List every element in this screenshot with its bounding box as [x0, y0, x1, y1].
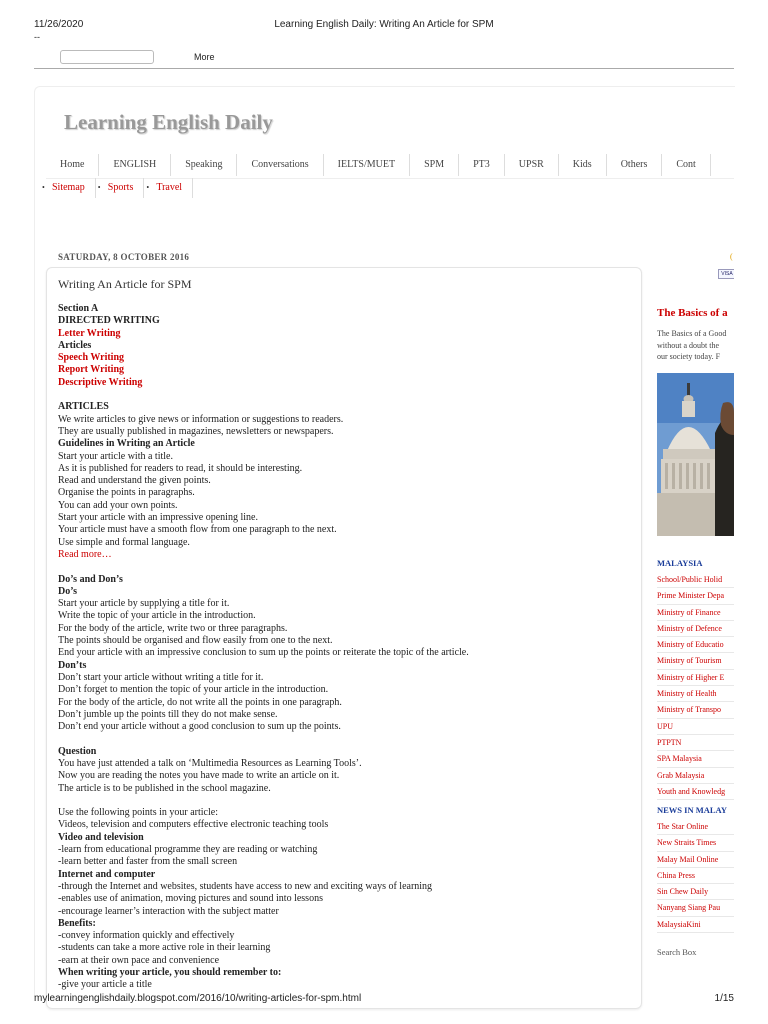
- subtab-sitemap[interactable]: • Sitemap: [40, 178, 96, 198]
- sidebar-news-links: [657, 819, 734, 933]
- sub-tabs: [40, 178, 193, 198]
- sidebar-link[interactable]: Prime Minister Depa: [657, 588, 734, 604]
- print-header: [0, 0, 768, 40]
- paragraph-gap: [58, 389, 628, 401]
- post-text-line: Read and understand the given points.: [58, 475, 211, 487]
- post-text-line: -enables use of animation, moving pictures and sound into lessons: [58, 893, 323, 905]
- post-text-line: Question: [58, 745, 97, 757]
- print-date: 11/26/2020: [34, 19, 84, 30]
- post-text-line: Internet and computer: [58, 868, 156, 880]
- sidebar-malaysia-links: [657, 572, 734, 800]
- post-text-line: Videos, television and computers effective electronic teaching tools: [58, 819, 329, 831]
- post-text-line: Do’s: [58, 585, 78, 597]
- post-text-line: -through the Internet and websites, students have access to new and exciting ways of learning: [58, 880, 433, 892]
- sidebar-link[interactable]: New Straits Times: [657, 835, 734, 851]
- post-text-line: Video and television: [58, 831, 144, 843]
- post-text-line: -give your article a title: [58, 979, 152, 991]
- sidebar-text-line: our society today. F: [657, 352, 721, 361]
- sidebar-feature-text: [657, 328, 734, 363]
- post-text-line: Use the following points in your article:: [58, 807, 218, 819]
- print-dashes: --: [34, 32, 40, 42]
- post-text-line: Do’s and Don’s: [58, 573, 123, 585]
- post-date-header: SATURDAY, 8 OCTOBER 2016: [58, 252, 190, 262]
- subtab-sports[interactable]: • Sports: [96, 178, 145, 198]
- subtab-travel[interactable]: • Travel: [144, 178, 193, 198]
- post-text-line: When writing your article, you should remember to:: [58, 967, 282, 979]
- blogger-navbar: [34, 50, 734, 69]
- sidebar-link[interactable]: Youth and Knowledg: [657, 784, 734, 800]
- sidebar-link[interactable]: Ministry of Transpo: [657, 702, 734, 718]
- sidebar-link[interactable]: PTPTN: [657, 735, 734, 751]
- tab-speaking[interactable]: Speaking: [171, 154, 237, 176]
- main-tabs: [46, 154, 734, 179]
- sidebar-link[interactable]: SPA Malaysia: [657, 751, 734, 767]
- post-text-line: DIRECTED WRITING: [58, 315, 160, 327]
- paragraph-gap: [58, 733, 628, 745]
- sidebar-link[interactable]: Malay Mail Online: [657, 852, 734, 868]
- post-text-line: As it is published for readers to read, it should be interesting.: [58, 462, 303, 474]
- post-link[interactable]: Letter Writing: [58, 327, 121, 339]
- post-text-line: They are usually published in magazines, newsletters or newspapers.: [58, 425, 334, 437]
- post-text-line: The points should be organised and flow easily from one to the next.: [58, 635, 333, 647]
- sidebar-link[interactable]: China Press: [657, 868, 734, 884]
- tab-ielts-muet[interactable]: IELTS/MUET: [324, 154, 410, 176]
- sidebar-link[interactable]: Ministry of Tourism: [657, 653, 734, 669]
- paragraph-gap: [58, 795, 628, 807]
- post-text-line: Now you are reading the notes you have made to write an article on it.: [58, 770, 340, 782]
- post-text-line: Start your article with an impressive opening line.: [58, 512, 258, 524]
- post-text-line: You can add your own points.: [58, 499, 178, 511]
- sidebar-link[interactable]: Ministry of Defence: [657, 621, 734, 637]
- post-text-line: Start your article by supplying a title for it.: [58, 598, 230, 610]
- post-text-line: Guidelines in Writing an Article: [58, 438, 195, 450]
- sidebar-link[interactable]: Ministry of Finance: [657, 605, 734, 621]
- post-text-line: The article is to be published in the school magazine.: [58, 782, 271, 794]
- post-text-line: Don’t forget to mention the topic of your article in the introduction.: [58, 684, 329, 696]
- print-page-number: 1/15: [714, 993, 734, 1004]
- sidebar-link[interactable]: Ministry of Health: [657, 686, 734, 702]
- tab-cont[interactable]: Cont: [662, 154, 710, 176]
- sidebar: [657, 240, 734, 970]
- sidebar-link[interactable]: School/Public Holid: [657, 572, 734, 588]
- visa-badge-icon[interactable]: VISA: [718, 269, 734, 279]
- post-text-line: End your article with an impressive conclusion to sum up the points or reiterate the topic of the article.: [58, 647, 469, 659]
- blog-title[interactable]: Learning English Daily: [64, 110, 273, 134]
- print-url: mylearningenglishdaily.blogspot.com/2016/10/writing-articles-for-spm.html: [34, 993, 362, 1004]
- print-title: Learning English Daily: Writing An Article for SPM: [274, 19, 494, 30]
- post-text-line: We write articles to give news or information or suggestions to readers.: [58, 413, 344, 425]
- sidebar-text-line: The Basics of a Good: [657, 329, 727, 338]
- post-link[interactable]: Read more…: [58, 548, 112, 560]
- post-text-line: Section A: [58, 303, 99, 314]
- post-text-line: For the body of the article, do not write all the points in one paragraph.: [58, 696, 342, 708]
- tab-conversations[interactable]: Conversations: [237, 154, 323, 176]
- sidebar-link[interactable]: Ministry of Educatio: [657, 637, 734, 653]
- sidebar-link[interactable]: UPU: [657, 719, 734, 735]
- post-text-line: -convey information quickly and effectively: [58, 930, 235, 942]
- post-text-line: Your article must have a smooth flow from one paragraph to the next.: [58, 524, 337, 536]
- post-text-line: Don’t end your article without a good conclusion to sum up the points.: [58, 721, 341, 733]
- post-text-line: Benefits:: [58, 917, 96, 929]
- post-text-line: Organise the points in paragraphs.: [58, 487, 195, 499]
- sidebar-link[interactable]: MalaysiaKini: [657, 917, 734, 933]
- post-text-line: -students can take a more active role in their learning: [58, 942, 271, 954]
- post-text-line: -learn from educational programme they are reading or watching: [58, 844, 318, 856]
- sidebar-link[interactable]: Sin Chew Daily: [657, 884, 734, 900]
- sidebar-text-line: without a doubt the: [657, 340, 719, 350]
- post-link[interactable]: Report Writing: [58, 364, 125, 376]
- post-text-line: Write the topic of your article in the introduction.: [58, 610, 256, 622]
- tab-pt3[interactable]: PT3: [459, 154, 505, 176]
- post-text-line: -earn at their own pace and convenience: [58, 954, 220, 966]
- sidebar-accent-mark: (: [730, 252, 733, 261]
- post-title[interactable]: Writing An Article for SPM: [58, 277, 192, 291]
- post-text-line: Don’t start your article without writing a title for it.: [58, 671, 264, 683]
- tab-kids[interactable]: Kids: [559, 154, 607, 176]
- sidebar-news-title: NEWS IN MALAY: [657, 805, 728, 815]
- post-text-line: Don’t jumble up the points till they do not make sense.: [58, 708, 278, 720]
- post-link[interactable]: Descriptive Writing: [58, 376, 143, 388]
- post-text-line: You have just attended a talk on ‘Multimedia Resources as Learning Tools’.: [58, 757, 362, 769]
- sidebar-link[interactable]: Ministry of Higher E: [657, 670, 734, 686]
- sidebar-feature-photo[interactable]: [657, 373, 734, 536]
- post-body: [58, 303, 628, 992]
- tab-others[interactable]: Others: [607, 154, 663, 176]
- paragraph-gap: [58, 561, 628, 573]
- post-text-line: Articles: [58, 339, 92, 351]
- tab-spm[interactable]: SPM: [410, 154, 459, 176]
- post-text-line: ARTICLES: [58, 401, 109, 413]
- post-text-line: -encourage learner’s interaction with the subject matter: [58, 905, 279, 917]
- tab-english[interactable]: ENGLISH: [99, 154, 171, 176]
- sidebar-malaysia-title: MALAYSIA: [657, 558, 703, 568]
- post-link[interactable]: Speech Writing: [58, 352, 125, 364]
- tab-home[interactable]: Home: [46, 154, 99, 176]
- sidebar-link[interactable]: Nanyang Siang Pau: [657, 900, 734, 916]
- post-text-line: -learn better and faster from the small screen: [58, 856, 238, 868]
- sidebar-search-label: Search Box: [657, 947, 697, 957]
- navbar-search-input[interactable]: [60, 50, 154, 64]
- sidebar-feature-heading[interactable]: The Basics of a: [657, 307, 728, 319]
- sidebar-link[interactable]: The Star Online: [657, 819, 734, 835]
- navbar-more-link[interactable]: More: [194, 52, 215, 62]
- post-text-line: Use simple and formal language.: [58, 536, 190, 548]
- capitol-dome-photo: [657, 373, 734, 536]
- post-text-line: Start your article with a title.: [58, 450, 173, 462]
- tab-upsr[interactable]: UPSR: [505, 154, 559, 176]
- sidebar-link[interactable]: Grab Malaysia: [657, 768, 734, 784]
- post-text-line: For the body of the article, write two or three paragraphs.: [58, 622, 288, 634]
- post-text-line: Don’ts: [58, 659, 87, 671]
